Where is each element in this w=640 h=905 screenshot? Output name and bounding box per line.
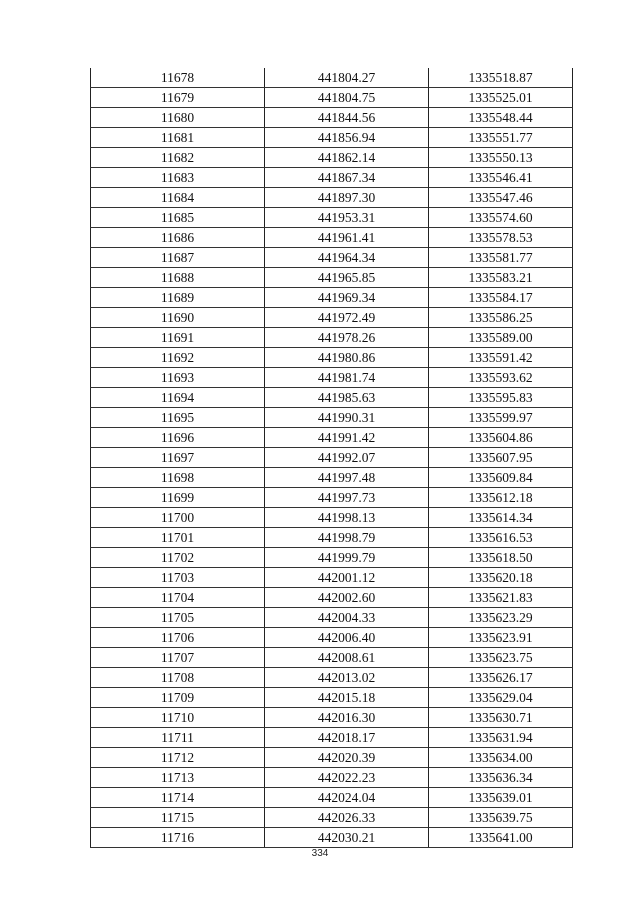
y-coordinate-cell: 1335630.71 — [429, 708, 573, 728]
x-coordinate-cell: 441991.42 — [265, 428, 429, 448]
x-coordinate-cell: 442022.23 — [265, 768, 429, 788]
y-coordinate-cell: 1335618.50 — [429, 548, 573, 568]
point-id-cell: 11678 — [91, 68, 265, 88]
y-coordinate-cell: 1335586.25 — [429, 308, 573, 328]
point-id-cell: 11710 — [91, 708, 265, 728]
x-coordinate-cell: 441953.31 — [265, 208, 429, 228]
point-id-cell: 11708 — [91, 668, 265, 688]
point-id-cell: 11683 — [91, 168, 265, 188]
y-coordinate-cell: 1335593.62 — [429, 368, 573, 388]
table-row — [91, 648, 573, 668]
table-row — [91, 508, 573, 528]
table-row — [91, 388, 573, 408]
point-id-cell: 11715 — [91, 808, 265, 828]
y-coordinate-cell: 1335620.18 — [429, 568, 573, 588]
point-id-cell: 11686 — [91, 228, 265, 248]
x-coordinate-cell: 441804.75 — [265, 88, 429, 108]
table-row — [91, 128, 573, 148]
table-row — [91, 288, 573, 308]
point-id-cell: 11682 — [91, 148, 265, 168]
x-coordinate-cell: 441998.79 — [265, 528, 429, 548]
coordinates-table — [90, 68, 573, 848]
table-row — [91, 668, 573, 688]
table-row — [91, 588, 573, 608]
y-coordinate-cell: 1335612.18 — [429, 488, 573, 508]
y-coordinate-cell: 1335574.60 — [429, 208, 573, 228]
point-id-cell: 11714 — [91, 788, 265, 808]
x-coordinate-cell: 441867.34 — [265, 168, 429, 188]
y-coordinate-cell: 1335641.00 — [429, 828, 573, 848]
table-row — [91, 208, 573, 228]
point-id-cell: 11695 — [91, 408, 265, 428]
x-coordinate-cell: 441978.26 — [265, 328, 429, 348]
point-id-cell: 11713 — [91, 768, 265, 788]
x-coordinate-cell: 441897.30 — [265, 188, 429, 208]
table-row — [91, 248, 573, 268]
point-id-cell: 11681 — [91, 128, 265, 148]
point-id-cell: 11680 — [91, 108, 265, 128]
x-coordinate-cell: 442013.02 — [265, 668, 429, 688]
y-coordinate-cell: 1335634.00 — [429, 748, 573, 768]
point-id-cell: 11705 — [91, 608, 265, 628]
y-coordinate-cell: 1335578.53 — [429, 228, 573, 248]
x-coordinate-cell: 442008.61 — [265, 648, 429, 668]
table-row — [91, 328, 573, 348]
coordinates-table-body — [91, 68, 573, 848]
table-row — [91, 488, 573, 508]
table-row — [91, 528, 573, 548]
table-row — [91, 68, 573, 88]
point-id-cell: 11702 — [91, 548, 265, 568]
point-id-cell: 11685 — [91, 208, 265, 228]
table-row — [91, 608, 573, 628]
table-row — [91, 148, 573, 168]
table-row — [91, 108, 573, 128]
x-coordinate-cell: 442024.04 — [265, 788, 429, 808]
point-id-cell: 11704 — [91, 588, 265, 608]
y-coordinate-cell: 1335599.97 — [429, 408, 573, 428]
table-row — [91, 168, 573, 188]
x-coordinate-cell: 442030.21 — [265, 828, 429, 848]
x-coordinate-cell: 441965.85 — [265, 268, 429, 288]
x-coordinate-cell: 441972.49 — [265, 308, 429, 328]
table-row — [91, 88, 573, 108]
table-row — [91, 708, 573, 728]
y-coordinate-cell: 1335623.75 — [429, 648, 573, 668]
y-coordinate-cell: 1335581.77 — [429, 248, 573, 268]
y-coordinate-cell: 1335639.75 — [429, 808, 573, 828]
y-coordinate-cell: 1335626.17 — [429, 668, 573, 688]
point-id-cell: 11699 — [91, 488, 265, 508]
x-coordinate-cell: 441964.34 — [265, 248, 429, 268]
point-id-cell: 11679 — [91, 88, 265, 108]
y-coordinate-cell: 1335550.13 — [429, 148, 573, 168]
y-coordinate-cell: 1335636.34 — [429, 768, 573, 788]
table-row — [91, 548, 573, 568]
table-row — [91, 308, 573, 328]
table-row — [91, 628, 573, 648]
point-id-cell: 11709 — [91, 688, 265, 708]
y-coordinate-cell: 1335623.29 — [429, 608, 573, 628]
point-id-cell: 11707 — [91, 648, 265, 668]
y-coordinate-cell: 1335584.17 — [429, 288, 573, 308]
y-coordinate-cell: 1335551.77 — [429, 128, 573, 148]
x-coordinate-cell: 442004.33 — [265, 608, 429, 628]
table-row — [91, 828, 573, 848]
y-coordinate-cell: 1335607.95 — [429, 448, 573, 468]
table-row — [91, 748, 573, 768]
x-coordinate-cell: 441992.07 — [265, 448, 429, 468]
x-coordinate-cell: 441804.27 — [265, 68, 429, 88]
x-coordinate-cell: 441862.14 — [265, 148, 429, 168]
x-coordinate-cell: 442016.30 — [265, 708, 429, 728]
table-row — [91, 808, 573, 828]
table-row — [91, 188, 573, 208]
point-id-cell: 11687 — [91, 248, 265, 268]
y-coordinate-cell: 1335518.87 — [429, 68, 573, 88]
y-coordinate-cell: 1335614.34 — [429, 508, 573, 528]
x-coordinate-cell: 442018.17 — [265, 728, 429, 748]
point-id-cell: 11694 — [91, 388, 265, 408]
point-id-cell: 11700 — [91, 508, 265, 528]
table-row — [91, 228, 573, 248]
table-row — [91, 568, 573, 588]
y-coordinate-cell: 1335583.21 — [429, 268, 573, 288]
point-id-cell: 11703 — [91, 568, 265, 588]
x-coordinate-cell: 441961.41 — [265, 228, 429, 248]
point-id-cell: 11696 — [91, 428, 265, 448]
point-id-cell: 11716 — [91, 828, 265, 848]
table-row — [91, 788, 573, 808]
y-coordinate-cell: 1335525.01 — [429, 88, 573, 108]
x-coordinate-cell: 442002.60 — [265, 588, 429, 608]
x-coordinate-cell: 442006.40 — [265, 628, 429, 648]
y-coordinate-cell: 1335621.83 — [429, 588, 573, 608]
y-coordinate-cell: 1335631.94 — [429, 728, 573, 748]
y-coordinate-cell: 1335546.41 — [429, 168, 573, 188]
table-row — [91, 688, 573, 708]
x-coordinate-cell: 441990.31 — [265, 408, 429, 428]
point-id-cell: 11711 — [91, 728, 265, 748]
point-id-cell: 11688 — [91, 268, 265, 288]
x-coordinate-cell: 441997.73 — [265, 488, 429, 508]
y-coordinate-cell: 1335548.44 — [429, 108, 573, 128]
point-id-cell: 11698 — [91, 468, 265, 488]
y-coordinate-cell: 1335623.91 — [429, 628, 573, 648]
table-row — [91, 408, 573, 428]
x-coordinate-cell: 442001.12 — [265, 568, 429, 588]
x-coordinate-cell: 442026.33 — [265, 808, 429, 828]
table-row — [91, 728, 573, 748]
x-coordinate-cell: 441844.56 — [265, 108, 429, 128]
x-coordinate-cell: 441969.34 — [265, 288, 429, 308]
x-coordinate-cell: 441981.74 — [265, 368, 429, 388]
point-id-cell: 11706 — [91, 628, 265, 648]
table-row — [91, 468, 573, 488]
x-coordinate-cell: 441985.63 — [265, 388, 429, 408]
point-id-cell: 11712 — [91, 748, 265, 768]
y-coordinate-cell: 1335609.84 — [429, 468, 573, 488]
x-coordinate-cell: 442020.39 — [265, 748, 429, 768]
point-id-cell: 11684 — [91, 188, 265, 208]
page-number: 334 — [311, 848, 329, 859]
point-id-cell: 11690 — [91, 308, 265, 328]
point-id-cell: 11697 — [91, 448, 265, 468]
point-id-cell: 11689 — [91, 288, 265, 308]
table-row — [91, 428, 573, 448]
table-row — [91, 348, 573, 368]
point-id-cell: 11692 — [91, 348, 265, 368]
table-row — [91, 368, 573, 388]
y-coordinate-cell: 1335616.53 — [429, 528, 573, 548]
x-coordinate-cell: 441998.13 — [265, 508, 429, 528]
y-coordinate-cell: 1335629.04 — [429, 688, 573, 708]
y-coordinate-cell: 1335547.46 — [429, 188, 573, 208]
y-coordinate-cell: 1335589.00 — [429, 328, 573, 348]
x-coordinate-cell: 441856.94 — [265, 128, 429, 148]
table-row — [91, 448, 573, 468]
x-coordinate-cell: 441997.48 — [265, 468, 429, 488]
point-id-cell: 11691 — [91, 328, 265, 348]
y-coordinate-cell: 1335639.01 — [429, 788, 573, 808]
x-coordinate-cell: 441980.86 — [265, 348, 429, 368]
point-id-cell: 11701 — [91, 528, 265, 548]
y-coordinate-cell: 1335591.42 — [429, 348, 573, 368]
y-coordinate-cell: 1335595.83 — [429, 388, 573, 408]
table-row — [91, 268, 573, 288]
y-coordinate-cell: 1335604.86 — [429, 428, 573, 448]
x-coordinate-cell: 442015.18 — [265, 688, 429, 708]
x-coordinate-cell: 441999.79 — [265, 548, 429, 568]
point-id-cell: 11693 — [91, 368, 265, 388]
table-row — [91, 768, 573, 788]
